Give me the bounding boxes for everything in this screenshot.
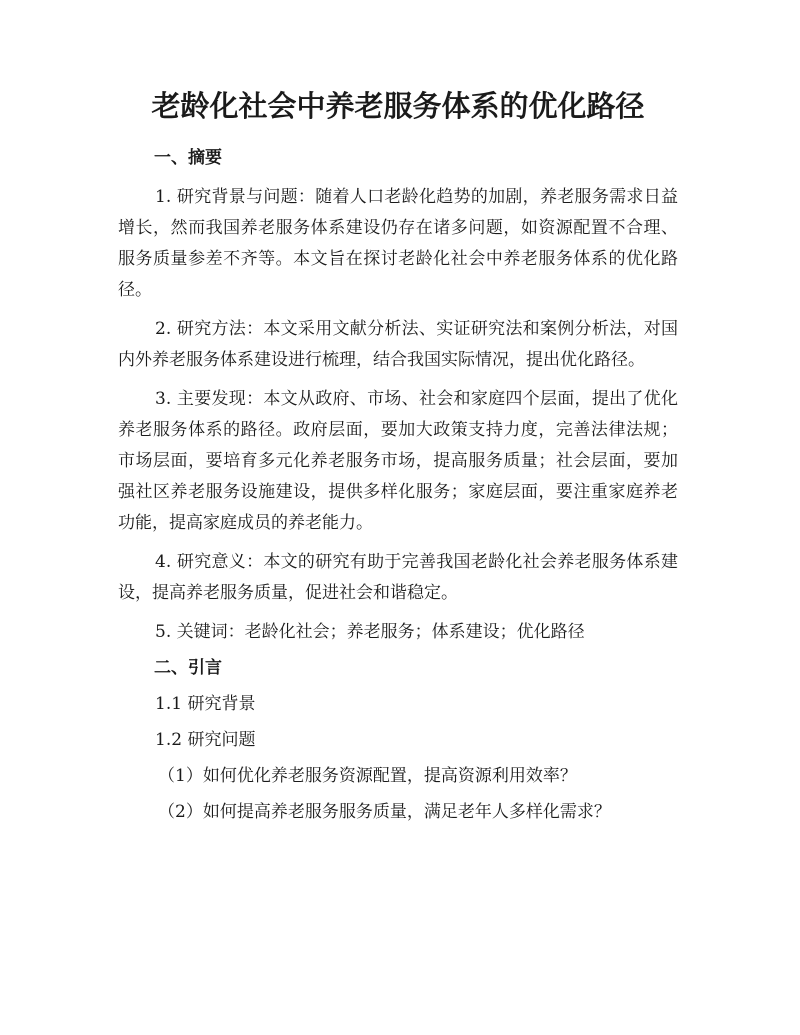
abstract-paragraph-keywords: 5. 关键词：老龄化社会；养老服务；体系建设；优化路径: [155, 622, 585, 642]
abstract-paragraph-background: 1. 研究背景与问题：随着人口老龄化趋势的加剧，养老服务需求日益增长，然而我国养老服务体系建设仍存在诸多问题，如资源配置不合理、服务质量参差不齐等。本文旨在探讨老龄化社会中养老服务体系的优化路径。: [118, 187, 678, 300]
section-research-background: 1.1 研究背景: [155, 694, 256, 714]
abstract-paragraph-methods: 2. 研究方法：本文采用文献分析法、实证研究法和案例分析法，对国内外养老服务体系建设进行梳理，结合我国实际情况，提出优化路径。: [118, 319, 678, 370]
section-research-questions: 1.2 研究问题: [155, 730, 256, 750]
abstract-paragraph-significance: 4. 研究意义：本文的研究有助于完善我国老龄化社会养老服务体系建设，提高养老服务质量，促进社会和谐稳定。: [118, 552, 678, 603]
abstract-paragraph-findings: 3. 主要发现：本文从政府、市场、社会和家庭四个层面，提出了优化养老服务体系的路径。政府层面，要加大政策支持力度，完善法律法规；市场层面，要培育多元化养老服务市场，提高服务质量；社会层面，要加强社区养老服务设施建设，提供多样化服务；家庭层面，要注重家庭养老功能，提高家庭成员的养老能力。: [118, 389, 678, 533]
research-question-1: （1）如何优化养老服务资源配置，提高资源利用效率？: [158, 766, 577, 786]
research-question-2: （2）如何提高养老服务服务质量，满足老年人多样化需求？: [158, 802, 611, 822]
abstract-heading: 一、摘要: [154, 148, 222, 168]
document-page: [118, 86, 678, 836]
document-title: 老龄化社会中养老服务体系的优化路径: [151, 89, 645, 123]
introduction-heading: 二、引言: [154, 658, 222, 678]
